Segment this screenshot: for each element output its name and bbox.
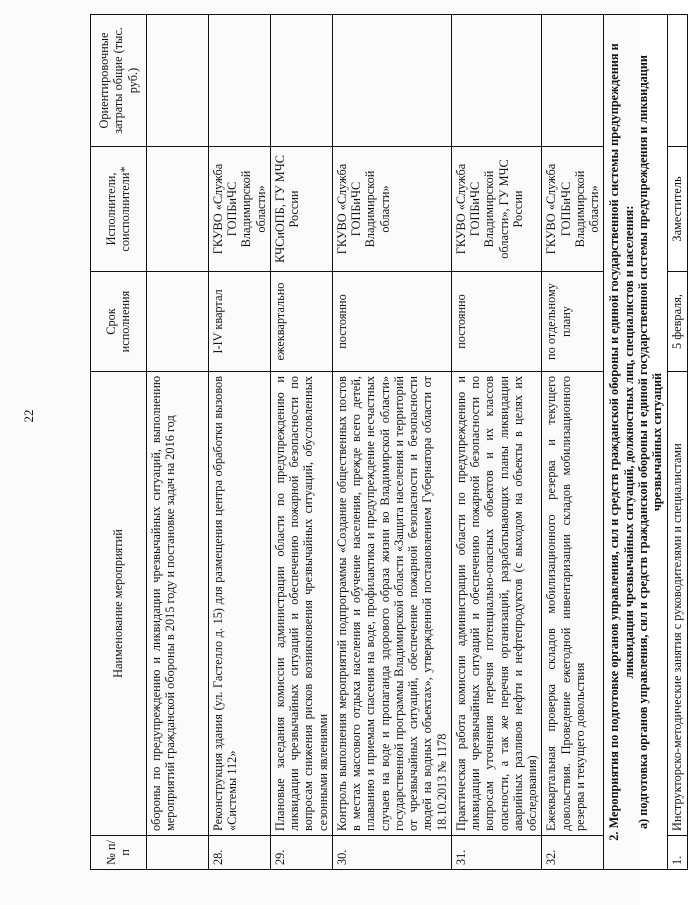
cell-executors: ГКУВО «Служба ГОПБиЧС Владимирской области» [332, 147, 451, 272]
cell-name: Практическая работа комиссии администрации области по предупреждению и ликвидации чрезвычайных ситуаций и обеспечению пожарной безопасности по вопросам уточнения перечня потенциально-опасных объектов и их классов опасности, а так же перечня организаций, разрабатывающих планы ликвидации аварийных разливов нефти и нефтепродуктов (с выходом на объекты в целях их обследования) [451, 372, 542, 836]
section-title: 2. Мероприятия по подготовке органов управления, сил и средств гражданской обороны и единой государственной системы предупреждения и ликвидации чрезвычайных ситуаций, должностных лиц, специалистов и населения: [607, 43, 636, 841]
cell-executors: Заместитель [668, 147, 687, 272]
rotated-table-container [90, 15, 685, 870]
cell-cost [542, 15, 604, 147]
cell-executors: ГКУВО «Служба ГОПБиЧС Владимирской области» [208, 147, 270, 272]
cell-name: Контроль выполнения мероприятий подпрограммы «Создание общественных постов в местах массового отдыха населения и обучение населения, прежде всего детей, плаванию и приемам спасения на воде, профилактика и предупреждение несчастных случаев на воде и пропаганда здорового образа жизни во Владимирской области» государственной программы Владимирской области «Защита населения и территорий от чрезвычайных ситуаций, обеспечение пожарной безопасности и безопасности людей на водных объектах», утвержденной постановлением Губернатора области от 18.10.2013 № 1178 [332, 372, 451, 836]
cell-executors [146, 147, 208, 272]
table-row [542, 15, 604, 870]
cell-name: Ежеквартальная проверка складов мобилизационного резерва и текущего довольствия. Проведение ежегодной инвентаризации складов мобилизационного резерва и текущего довольствия [542, 372, 604, 836]
table-row [668, 15, 687, 870]
cell-term [146, 272, 208, 372]
cell-cost [270, 15, 332, 147]
cell-num: 30. [332, 836, 451, 870]
cell-cost [668, 15, 687, 147]
header-term: Срок исполнения [91, 272, 147, 372]
table-row [451, 15, 542, 870]
table-row [332, 15, 451, 870]
table-row-continued [146, 15, 208, 870]
cell-term: постоянно [332, 272, 451, 372]
cell-name: обороны по предупреждению и ликвидации чрезвычайных ситуаций, выполнению мероприятий гражданской обороны в 2015 году и постановке задач на 2016 год [146, 372, 208, 836]
section-heading-cell [604, 15, 668, 870]
cell-name: Инструкторско-методические занятия с руководителями и специалистами [668, 372, 687, 836]
table-header-row [91, 15, 147, 870]
header-cost: Ориентировочные затраты общие (тыс. руб.) [91, 15, 147, 147]
cell-term: ежеквартально [270, 272, 332, 372]
header-num: № п/п [91, 836, 147, 870]
cell-num: 31. [451, 836, 542, 870]
cell-cost [332, 15, 451, 147]
cell-num: 32. [542, 836, 604, 870]
measures-table [90, 14, 688, 870]
section-header-row [604, 15, 668, 870]
cell-term: постоянно [451, 272, 542, 372]
cell-term: 5 февраля, [668, 272, 687, 372]
header-name: Наименование мероприятий [91, 372, 147, 836]
header-executors: Исполнители, соисполнители* [91, 147, 147, 272]
cell-cost [451, 15, 542, 147]
cell-cost [208, 15, 270, 147]
cell-cost [146, 15, 208, 147]
cell-term: I-IV квартал [208, 272, 270, 372]
cell-num: 28. [208, 836, 270, 870]
cell-num [146, 836, 208, 870]
cell-num: 29. [270, 836, 332, 870]
cell-executors: ГКУВО «Служба ГОПБиЧС Владимирской области» [542, 147, 604, 272]
cell-executors: ГКУВО «Служба ГОПБиЧС Владимирской области», ГУ МЧС России [451, 147, 542, 272]
table-row [208, 15, 270, 870]
section-subtitle: а) подготовка органов управления, сил и средств гражданской обороны и единой государственной системы предупреждения и ликвидации чрезвычайных ситуаций [635, 54, 664, 830]
cell-name: Реконструкция здания (ул. Гастелло д. 15) для размещения центра обработки вызовов «Системы 112» [208, 372, 270, 836]
cell-num: 1. [668, 836, 687, 870]
page-number: 22 [21, 409, 36, 423]
cell-name: Плановые заседания комиссии администрации области по предупреждению и ликвидации чрезвычайных ситуаций и обеспечению пожарной безопасности по вопросам снижения рисков возникновения чрезвычайных ситуаций, обусловленных сезонными явлениями [270, 372, 332, 836]
table-row [270, 15, 332, 870]
cell-executors: КЧСиОПБ, ГУ МЧС России [270, 147, 332, 272]
cell-term: по отдельному плану [542, 272, 604, 372]
